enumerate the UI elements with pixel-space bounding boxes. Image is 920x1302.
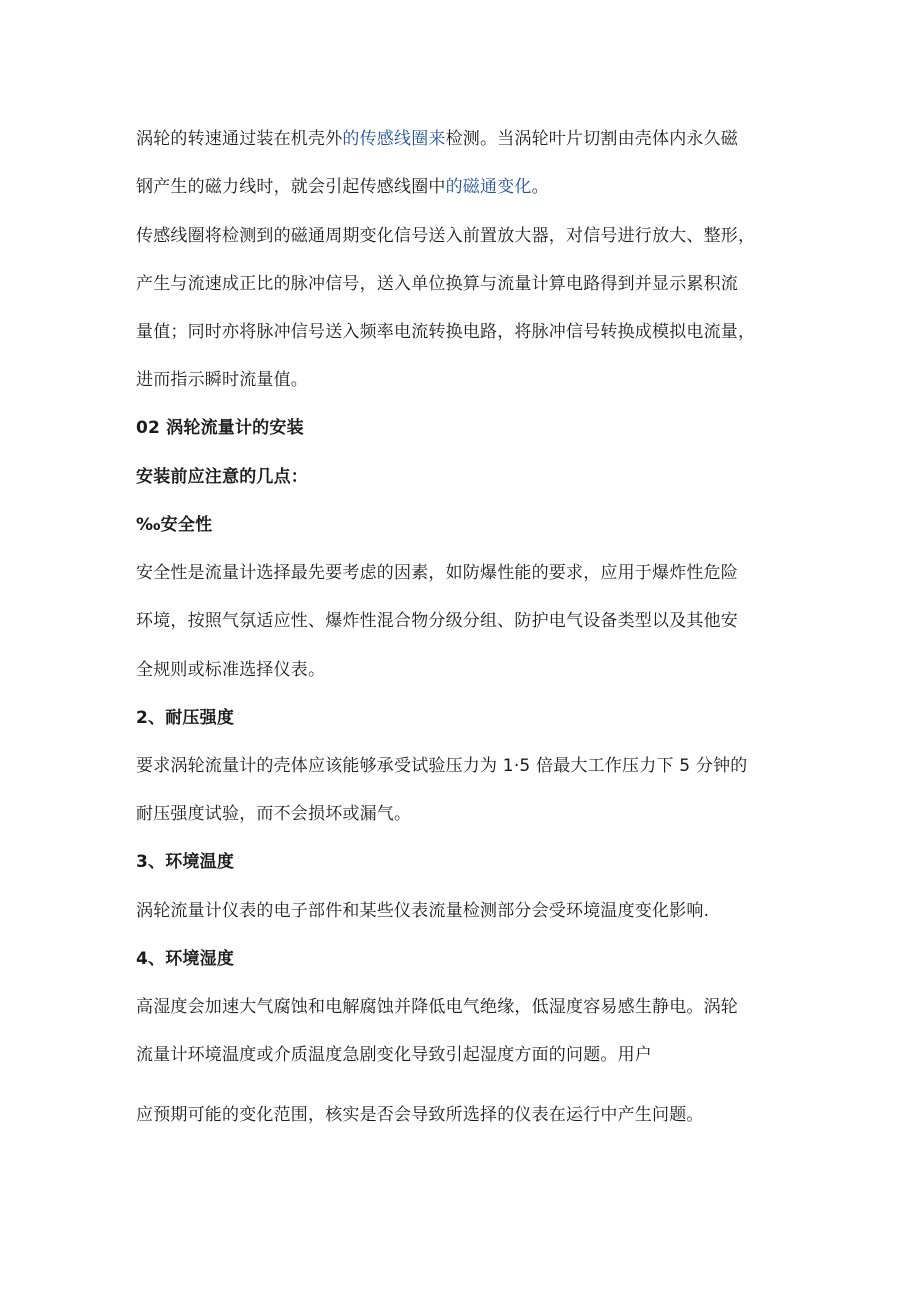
para2-line3: 量值；同时亦将脉冲信号送入频率电流转换电路，将脉冲信号转换成模拟电流量， bbox=[136, 322, 756, 342]
item2-heading: 2、耐压强度 bbox=[136, 708, 235, 728]
item3-heading: 3、环境温度 bbox=[136, 852, 235, 872]
subtitle: 安装前应注意的几点： bbox=[136, 467, 308, 487]
section-title: 02 涡轮流量计的安装 bbox=[136, 418, 304, 438]
para1-line1-text-a: 涡轮的转速通过装在机壳外 bbox=[136, 129, 343, 149]
para1-line2-text-a: 钢产生的磁力线时，就会引起传感线圈中 bbox=[136, 177, 446, 197]
para1-line1 bbox=[136, 128, 738, 150]
para2-line2: 产生与流速成正比的脉冲信号，送入单位换算与流量计算电路得到并显示累积流 bbox=[136, 274, 738, 294]
flux-change-link[interactable]: 的磁通变化 bbox=[445, 177, 532, 197]
item2-line2: 耐压强度试验，而不会损坏或漏气。 bbox=[136, 804, 412, 824]
item4-line1: 高湿度会加速大气腐蚀和电解腐蚀并降低电气绝缘，低湿度容易感生静电。涡轮 bbox=[136, 997, 738, 1017]
item4-heading: 4、环境湿度 bbox=[136, 949, 235, 969]
para1-line1-text-b: 检测。当涡轮叶片切割由壳体内永久磁 bbox=[445, 129, 739, 149]
item1-heading: ‰安全性 bbox=[136, 515, 213, 535]
para1-line2-text-b: 。 bbox=[531, 177, 549, 197]
item1-line1: 安全性是流量计选择最先要考虑的因素，如防爆性能的要求，应用于爆炸性危险 bbox=[136, 563, 738, 583]
item1-line3: 全规则或标准选择仪表。 bbox=[136, 660, 326, 680]
item1-line2: 环境，按照气氛适应性、爆炸性混合物分级分组、防护电气设备类型以及其他安 bbox=[136, 611, 738, 631]
sensor-coil-link[interactable]: 的传感线圈来 bbox=[342, 129, 446, 149]
item4-line2: 流量计环境温度或介质温度急剧变化导致引起湿度方面的问题。用户 bbox=[136, 1045, 652, 1065]
para1-line2 bbox=[136, 176, 549, 198]
item4-line3: 应预期可能的变化范围，核实是否会导致所选择的仪表在运行中产生问题。 bbox=[136, 1105, 704, 1125]
item2-line1: 要求涡轮流量计的壳体应该能够承受试验压力为 1·5 倍最大工作压力下 5 分钟的 bbox=[136, 756, 748, 776]
para2-line4: 进而指示瞬时流量值。 bbox=[136, 370, 308, 390]
item3-line1: 涡轮流量计仪表的电子部件和某些仪表流量检测部分会受环境温度变化影响. bbox=[136, 901, 710, 921]
para2-line1: 传感线圈将检测到的磁通周期变化信号送入前置放大器，对信号进行放大、整形， bbox=[136, 226, 756, 246]
